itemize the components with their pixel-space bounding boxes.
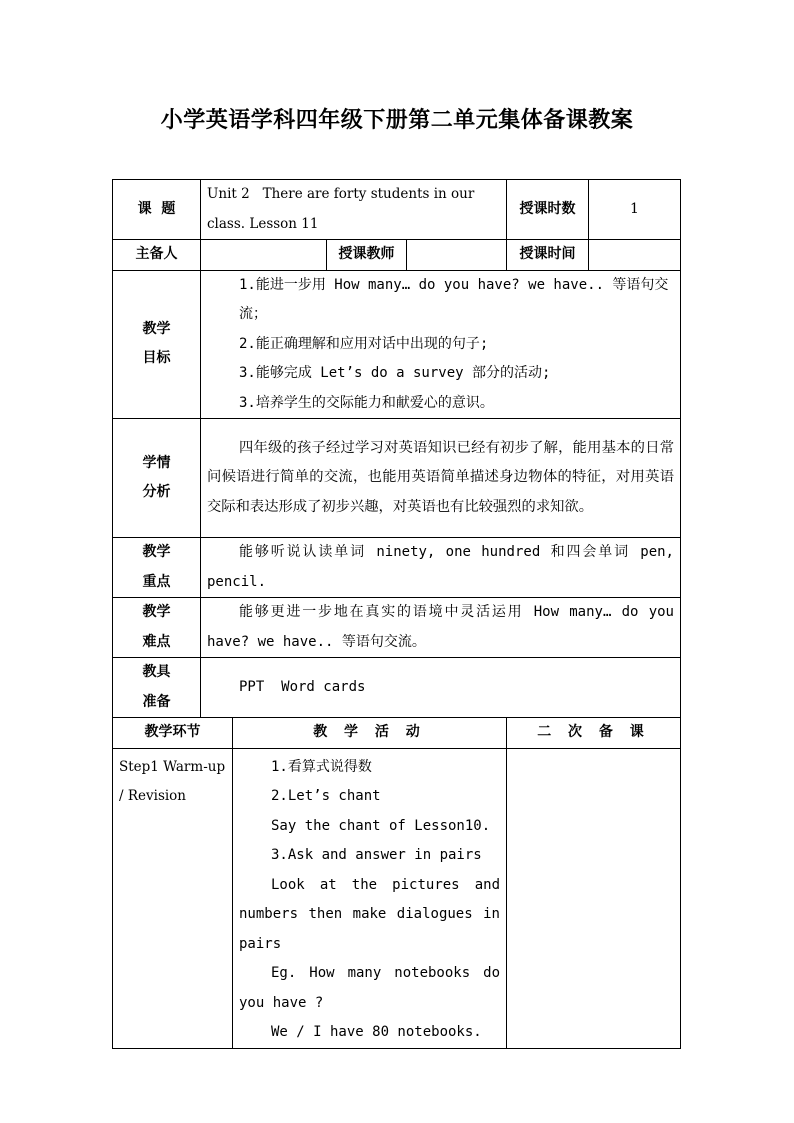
key-points-label-1: 教学 [142, 544, 171, 560]
activity-line: 3.Ask and answer in pairs [271, 847, 482, 863]
analysis-label-1: 学情 [142, 454, 171, 471]
step1-activities [233, 748, 507, 1048]
activity-line: Eg. How many notebooks do you have ? [239, 965, 500, 1011]
row-topic [113, 180, 681, 240]
step1-label-line-1: Step1 Warm-up [119, 758, 226, 775]
objectives-list [201, 270, 681, 419]
difficulties-label-2: 难点 [142, 633, 171, 650]
key-points-label [113, 538, 201, 598]
hours-label: 授课时数 [507, 180, 589, 240]
row-difficulties [113, 598, 681, 658]
difficulties-label [113, 598, 201, 658]
row-analysis [113, 419, 681, 538]
objective-item: 3.培养学生的交际能力和献爱心的意识。 [239, 394, 494, 411]
row-step1 [113, 748, 681, 1048]
activity-line: 1.看算式说得数 [271, 758, 372, 775]
time-label: 授课时间 [507, 240, 589, 271]
topic-line-2: class. Lesson 11 [207, 215, 319, 232]
topic-line-1: Unit 2 There are forty students in our [207, 186, 475, 202]
hours-value: 1 [589, 180, 681, 240]
lead-preparer-label: 主备人 [113, 240, 201, 271]
objectives-label-2: 目标 [142, 350, 171, 367]
objective-item: 2.能正确理解和应用对话中出现的句子; [239, 335, 489, 352]
analysis-text: 四年级的孩子经过学习对英语知识已经有初步了解，能用基本的日常问候语进行简单的交流，也能用英语简单描述身边物体的特征，对用英语交际和表达形成了初步兴趣，对英语也有比较强烈的求知欲。 [201, 419, 681, 538]
row-people [113, 240, 681, 271]
objective-item: 3.能够完成 Let’s do a survey 部分的活动; [239, 365, 551, 381]
lesson-plan-table [112, 179, 681, 1049]
col-header-activity: 教 学 活 动 [233, 718, 507, 749]
key-points-label-2: 重点 [142, 573, 171, 590]
time-value [589, 240, 681, 271]
analysis-label [113, 419, 201, 538]
activity-line: Look at the pictures and numbers then make dialogues in pairs [239, 876, 500, 952]
row-materials [113, 658, 681, 718]
analysis-label-2: 分析 [142, 484, 171, 500]
activity-line: Say the chant of Lesson10. [271, 817, 491, 834]
materials-label [113, 658, 201, 718]
materials-label-1: 教具 [142, 664, 171, 680]
row-activity-header [113, 718, 681, 749]
topic-value [201, 180, 507, 240]
activity-line: 2.Let’s chant [271, 788, 381, 804]
document-title: 小学英语学科四年级下册第二单元集体备课教案 [160, 108, 634, 133]
lead-preparer-value [201, 240, 327, 271]
row-objectives [113, 270, 681, 419]
step1-label [113, 748, 233, 1048]
objectives-label [113, 270, 201, 419]
col-header-stage: 教学环节 [113, 718, 233, 749]
materials-text: PPT Word cards [201, 658, 681, 718]
objective-item: 1.能进一步用 How many… do you have? we have.. 等语句交流； [239, 276, 669, 322]
materials-label-2: 准备 [142, 693, 171, 710]
difficulties-text: 能够更进一步地在真实的语境中灵活运用 How many… do you have? we have.. 等语句交流。 [201, 598, 681, 658]
objectives-label-1: 教学 [142, 320, 171, 337]
row-key-points [113, 538, 681, 598]
teacher-label: 授课教师 [327, 240, 407, 271]
difficulties-label-1: 教学 [142, 604, 171, 620]
key-points-text: 能够听说认读单词 ninety, one hundred 和四会单词 pen, pencil. [201, 538, 681, 598]
step1-second-prep [507, 748, 681, 1048]
teacher-value [407, 240, 507, 271]
step1-label-line-2: / Revision [119, 788, 187, 804]
col-header-second-prep: 二 次 备 课 [507, 718, 681, 749]
topic-label: 课 题 [113, 180, 201, 240]
activity-line: We / I have 80 notebooks. [271, 1024, 482, 1040]
